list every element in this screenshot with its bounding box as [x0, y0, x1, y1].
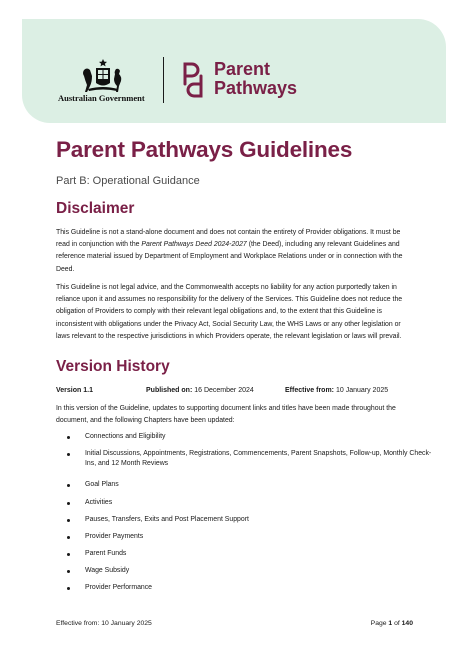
- version-history-heading: Version History: [56, 358, 170, 375]
- chapter-list-item: [66, 480, 435, 490]
- chapter-list-item: [66, 449, 435, 469]
- version-intro: In this version of the Guideline, updates to supporting document links and titles have been made throughout the document, and the following Chapters have been updated:: [56, 405, 396, 425]
- disclaimer-text-a: This Guideline is not a stand-alone document and does not contain the entirety of Provider obligations. It must be read in conjunction with the: [56, 229, 401, 249]
- published-on: [146, 387, 254, 394]
- chapter-name: Goal Plans: [85, 481, 119, 488]
- footer-effective-date: Effective from: 10 January 2025: [56, 620, 152, 627]
- chapter-name: Wage Subsidy: [85, 567, 130, 574]
- bullet-icon: [67, 453, 70, 456]
- version-number: Version 1.1: [56, 387, 93, 394]
- chapter-list-item: [66, 549, 435, 559]
- chapter-name: Provider Payments: [85, 533, 144, 540]
- page-total: 140: [401, 620, 413, 627]
- chapter-name: Provider Performance: [85, 584, 153, 591]
- page-number: [371, 620, 413, 627]
- government-name: Australian Government: [58, 93, 145, 103]
- disclaimer-paragraph-2: This Guideline is not legal advice, and the Commonwealth accepts no liability for any action purportedly taken in reliance upon it and assumes no responsibility for the delivery of the Services. This Guideline does not reduce the obligation of Providers to comply with their relevant legal obligations and, to the extent that this Guideline is inconsistent with obligations under the Privacy Act, Social Security Law, the WHS Laws or any other legislation or laws relevant to the respective jurisdictions in which Providers operate, the relevant legislation or laws will prevail.: [56, 284, 403, 340]
- brand-line-2: Pathways: [214, 78, 298, 98]
- page-current: 1: [388, 620, 393, 627]
- chapter-list-item: [66, 583, 435, 593]
- bullet-icon: [67, 587, 70, 590]
- disclaimer-text-b: (the Deed), including any relevant Guidelines and reference material issued by Department of Employment and Workplace Relations under or in connection with the Deed.: [56, 241, 403, 273]
- bullet-icon: [67, 519, 70, 522]
- bullet-icon: [67, 553, 70, 556]
- chapter-name: Activities: [85, 499, 113, 506]
- chapter-list-item: [66, 432, 435, 442]
- deed-title: Parent Pathways Deed 2024-2027: [141, 241, 247, 249]
- parent-pathways-logo-icon: [182, 61, 204, 99]
- bullet-icon: [67, 502, 70, 505]
- effective-from: [285, 387, 388, 394]
- chapter-name: Parent Funds: [85, 550, 127, 557]
- commonwealth-coat-of-arms-icon: [78, 58, 128, 94]
- chapter-list-item: [66, 498, 435, 508]
- chapter-list-item: [66, 515, 435, 525]
- document-title: Parent Pathways Guidelines: [56, 137, 353, 162]
- published-date: 16 December 2024: [194, 387, 254, 394]
- header-divider: [163, 57, 164, 103]
- page-prefix: Page: [370, 620, 389, 627]
- effective-date: 10 January 2025: [335, 387, 389, 394]
- bullet-icon: [67, 436, 70, 439]
- bullet-icon: [67, 570, 70, 573]
- brand-line-1: Parent: [214, 59, 271, 79]
- published-label: Published on:: [146, 387, 193, 394]
- bullet-icon: [67, 484, 70, 487]
- chapter-list-item: [66, 566, 435, 576]
- chapter-name: Initial Discussions, Appointments, Registrations, Commencements, Parent Snapshots, Follow-up, Monthly Check-Ins, and 12 Month Reviews: [85, 450, 432, 467]
- page-of: of: [392, 620, 402, 627]
- disclaimer-paragraph-1: [56, 227, 414, 276]
- chapter-name: Pauses, Transfers, Exits and Post Placement Support: [85, 516, 249, 523]
- disclaimer-heading: Disclaimer: [56, 200, 135, 217]
- document-subtitle: Part B: Operational Guidance: [56, 175, 200, 187]
- chapter-name: Connections and Eligibility: [85, 433, 166, 440]
- chapter-list-item: [66, 532, 435, 542]
- bullet-icon: [67, 536, 70, 539]
- brand-wordmark: [214, 60, 297, 98]
- effective-label: Effective from:: [285, 387, 335, 394]
